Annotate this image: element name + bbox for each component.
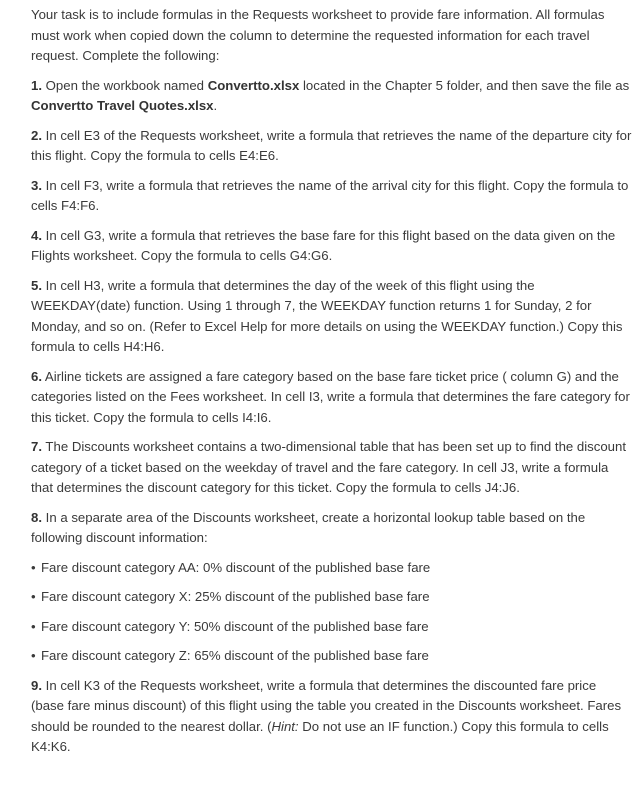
step-text: Airline tickets are assigned a fare category based on the base fare ticket price ( column G) and the categories listed on the Fees worksheet. In cell I3, write a formula that determines the fare category for this ticket. Copy the formula to cells I4:I6. bbox=[31, 368, 630, 425]
step-text: In cell F3, write a formula that retrieves the name of the arrival city for this flight. Copy the formula to cells F4:F6. bbox=[31, 177, 629, 213]
step-text: Do not use an IF function.) Copy this formula to cells K4:K6. bbox=[31, 718, 609, 754]
step-number: 1. bbox=[31, 77, 42, 93]
bullet-dot: • bbox=[31, 648, 36, 663]
bullet-dot: • bbox=[31, 618, 36, 634]
saved-filename: Convertto Travel Quotes.xlsx bbox=[31, 98, 214, 113]
step-text: located in the Chapter 5 folder, and then save the file as bbox=[299, 77, 630, 93]
step-2 bbox=[31, 126, 632, 167]
step-text: In cell H3, write a formula that determines the day of the week of this flight using the WEEKDAY(date) function. Using 1 through 7, the WEEKDAY function returns 1 for Sunday, 2 for Monday, and so on. (Refer to Excel Help for more details on using the WEEKDAY function.) Copy this formula to cells H4:H6. bbox=[31, 277, 623, 354]
bullet-dot: • bbox=[31, 589, 36, 604]
step-3 bbox=[31, 176, 632, 217]
step-text: In cell K3 of the Requests worksheet, write a formula that determines the discounted fare price (base fare minus discount) of this flight using the table you created in the Discounts worksheet. Fares should be rounded to the nearest dollar. ( bbox=[31, 677, 622, 734]
step-text: In cell E3 of the Requests worksheet, write a formula that retrieves the name of the departure city for this flight. Copy the formula to cells E4:E6. bbox=[31, 127, 632, 163]
discount-bullet-y bbox=[31, 617, 632, 638]
step-number: 8. bbox=[31, 509, 42, 525]
step-number: 2. bbox=[31, 127, 42, 143]
step-9 bbox=[31, 676, 632, 758]
step-text: Open the workbook named bbox=[42, 77, 208, 93]
discount-bullet-x bbox=[31, 587, 632, 608]
bullet-text: Fare discount category Z: 65% discount of the published base fare bbox=[41, 648, 429, 663]
bullet-text: Fare discount category Y: 50% discount of the published base fare bbox=[41, 618, 429, 634]
step-1 bbox=[31, 76, 632, 117]
step-number: 6. bbox=[31, 368, 42, 384]
bullet-dot: • bbox=[31, 559, 36, 575]
intro-paragraph: Your task is to include formulas in the Requests worksheet to provide fare information. All formulas must work when copied down the column to determine the requested information for each travel request. Complete the following: bbox=[31, 7, 605, 63]
step-4 bbox=[31, 226, 632, 267]
discount-bullet-z bbox=[31, 646, 632, 667]
step-6 bbox=[31, 367, 632, 429]
step-text: In a separate area of the Discounts worksheet, create a horizontal lookup table based on the following discount information: bbox=[31, 509, 586, 545]
hint-label: Hint: bbox=[271, 718, 299, 734]
step-5 bbox=[31, 276, 632, 358]
step-text: In cell G3, write a formula that retrieves the base fare for this flight based on the data given on the Flights worksheet. Copy the formula to cells G4:G6. bbox=[31, 227, 616, 263]
step-text: The Discounts worksheet contains a two-dimensional table that has been set up to find the discount category of a ticket based on the weekday of travel and the fare category. In cell J3, write a formula that determines the discount category for this ticket. Copy the formula to cells J4:J6. bbox=[31, 439, 627, 495]
step-text: . bbox=[213, 98, 218, 113]
step-number: 9. bbox=[31, 677, 42, 693]
step-number: 4. bbox=[31, 227, 42, 243]
discount-bullet-aa bbox=[31, 558, 632, 579]
step-number: 7. bbox=[31, 439, 42, 454]
step-7 bbox=[31, 437, 632, 499]
step-number: 3. bbox=[31, 177, 42, 193]
workbook-filename: Convertto.xlsx bbox=[207, 77, 300, 93]
bullet-text: Fare discount category AA: 0% discount of the published base fare bbox=[41, 559, 431, 575]
step-number: 5. bbox=[31, 277, 42, 293]
bullet-text: Fare discount category X: 25% discount of the published base fare bbox=[41, 589, 430, 604]
step-8 bbox=[31, 508, 632, 549]
